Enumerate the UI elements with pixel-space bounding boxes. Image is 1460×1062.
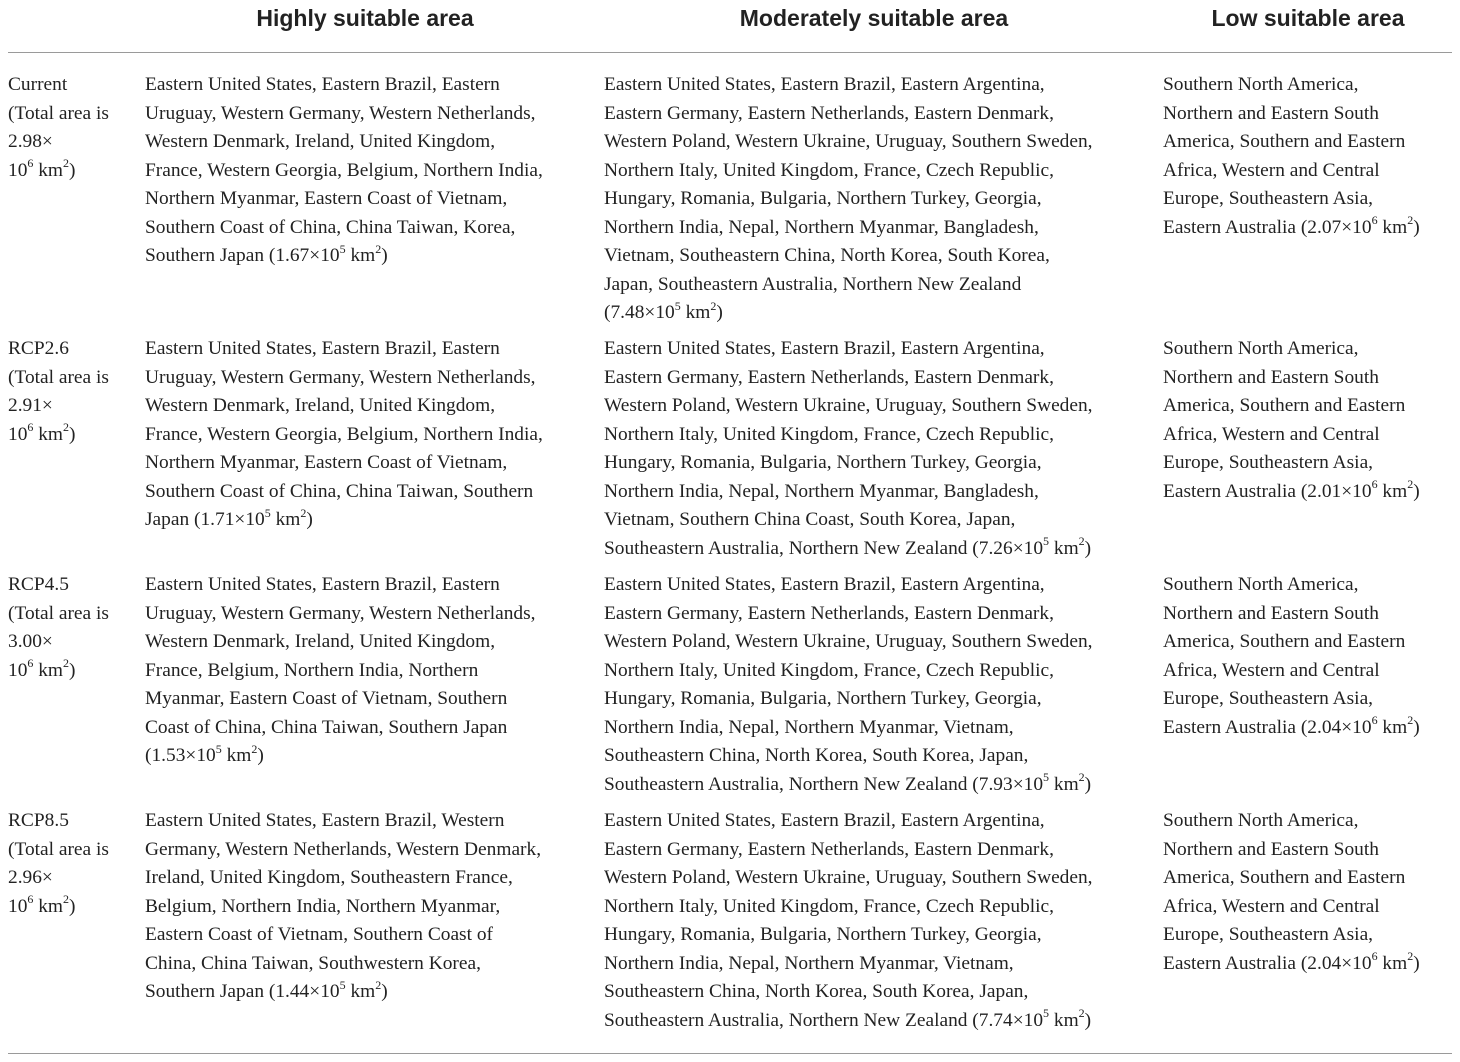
- low-suitable-cell-rcp45: [1163, 571, 1453, 742]
- cell-line: [1163, 364, 1453, 393]
- text-run: Northern and Eastern South: [1163, 602, 1379, 624]
- text-run: 2.96×: [8, 867, 53, 888]
- text-run: Southern Japan (1.67×10: [145, 245, 340, 266]
- text-run: Vietnam, Southeastern China, North Korea, South Korea,: [604, 245, 1050, 266]
- text-run: Southern Coast of China, China Taiwan, Southern: [145, 480, 534, 502]
- cell-line: [604, 836, 1149, 865]
- text-run: Europe, Southeastern Asia,: [1163, 688, 1374, 709]
- text-run: Southeastern Australia, Northern New Zealand (7.74×10: [604, 1009, 1044, 1031]
- text-run: 10: [8, 895, 28, 917]
- text-run: Belgium, Northern India, Northern Myanmar,: [145, 895, 501, 917]
- cell-line: [604, 214, 1149, 243]
- row-label-rcp45: [8, 571, 136, 685]
- text-run: km: [345, 981, 376, 1002]
- text-run: America, Southern and Eastern: [1163, 631, 1406, 652]
- cell-line: [604, 921, 1149, 950]
- cell-line: [145, 921, 590, 950]
- text-run: RCP8.5: [8, 810, 69, 831]
- text-run: Northern Italy, United Kingdom, France, Czech Republic,: [604, 423, 1054, 445]
- superscript: 5: [1043, 1006, 1050, 1021]
- cell-line: [604, 864, 1149, 893]
- cell-line: [8, 657, 136, 686]
- cell-line: [145, 392, 590, 421]
- text-run: Northern Myanmar, Eastern Coast of Vietnam,: [145, 452, 508, 473]
- superscript: 6: [1371, 949, 1378, 964]
- cell-line: [8, 807, 136, 836]
- superscript: 2: [63, 892, 70, 907]
- cell-line: [8, 364, 136, 393]
- text-run: RCP4.5: [8, 574, 69, 595]
- text-run: km: [1377, 480, 1408, 502]
- cell-line: [604, 128, 1149, 157]
- low-suitable-cell-rcp85: [1163, 807, 1453, 978]
- text-run: Western Poland, Western Ukraine, Uruguay, Southern Sweden,: [604, 395, 1093, 416]
- text-run: Eastern Australia (2.01×10: [1163, 480, 1372, 502]
- low-suitable-cell-rcp26: [1163, 335, 1453, 506]
- text-run: ): [69, 659, 76, 681]
- text-run: Southeastern Australia, Northern New Zealand (7.93×10: [604, 773, 1044, 795]
- text-run: Northern India, Nepal, Northern Myanmar, Bangladesh,: [604, 216, 1039, 238]
- text-run: Eastern United States, Eastern Brazil, Eastern Argentina,: [604, 338, 1045, 359]
- text-run: ): [1413, 480, 1420, 502]
- cell-line: [1163, 571, 1453, 600]
- text-run: (Total area is: [8, 366, 109, 388]
- text-run: Hungary, Romania, Bulgaria, Northern Turkey, Georgia,: [604, 688, 1042, 709]
- text-run: ): [257, 745, 264, 766]
- text-run: Northern Italy, United Kingdom, France, Czech Republic,: [604, 159, 1054, 181]
- text-run: RCP2.6: [8, 338, 69, 359]
- text-run: ): [1084, 773, 1092, 795]
- superscript: 2: [375, 977, 382, 992]
- cell-line: [604, 657, 1149, 686]
- text-run: Northern India, Nepal, Northern Myanmar, Vietnam,: [604, 716, 1014, 738]
- text-run: Eastern Germany, Eastern Netherlands, Eastern Denmark,: [604, 366, 1054, 388]
- text-run: km: [1377, 216, 1408, 238]
- text-run: Southeastern China, North Korea, South Korea, Japan,: [604, 981, 1029, 1002]
- cell-line: [604, 100, 1149, 129]
- cell-line: [145, 157, 590, 186]
- text-run: Eastern United States, Eastern Brazil, Eastern Argentina,: [604, 74, 1045, 95]
- cell-line: [145, 449, 590, 478]
- superscript: 2: [1407, 949, 1414, 964]
- superscript: 5: [339, 241, 346, 256]
- text-run: Eastern Australia (2.04×10: [1163, 716, 1372, 738]
- cell-line: [1163, 714, 1453, 743]
- text-run: Eastern Germany, Eastern Netherlands, Eastern Denmark,: [604, 838, 1054, 860]
- cell-line: [145, 657, 590, 686]
- cell-line: [604, 600, 1149, 629]
- cell-line: [1163, 335, 1453, 364]
- text-run: km: [33, 159, 64, 181]
- header-low-suitable: Low suitable area: [1211, 5, 1405, 31]
- superscript: 6: [1371, 713, 1378, 728]
- text-run: ): [69, 159, 76, 181]
- cell-line: [604, 742, 1149, 771]
- cell-line: [604, 807, 1149, 836]
- cell-line: [1163, 128, 1453, 157]
- text-run: Northern India, Nepal, Northern Myanmar, Bangladesh,: [604, 480, 1039, 502]
- superscript: 2: [251, 741, 258, 756]
- text-run: (Total area is: [8, 102, 109, 124]
- text-run: ): [381, 981, 388, 1002]
- text-run: Southern North America,: [1163, 74, 1359, 95]
- text-run: km: [1377, 716, 1408, 738]
- cell-line: [604, 571, 1149, 600]
- cell-line: [604, 714, 1149, 743]
- cell-line: [145, 214, 590, 243]
- cell-line: [145, 600, 590, 629]
- text-run: Northern Myanmar, Eastern Coast of Vietnam,: [145, 188, 508, 209]
- text-run: America, Southern and Eastern: [1163, 395, 1406, 416]
- cell-line: [604, 893, 1149, 922]
- cell-line: [145, 128, 590, 157]
- cell-line: [1163, 478, 1453, 507]
- text-run: Europe, Southeastern Asia,: [1163, 188, 1374, 209]
- cell-line: [145, 685, 590, 714]
- text-run: Myanmar, Eastern Coast of Vietnam, Southern: [145, 688, 508, 709]
- text-run: km: [1049, 1009, 1079, 1031]
- cell-line: [604, 364, 1149, 393]
- superscript: 5: [1043, 534, 1050, 549]
- cell-line: [604, 628, 1149, 657]
- cell-line: [8, 893, 136, 922]
- text-run: ): [306, 509, 313, 530]
- cell-line: [8, 836, 136, 865]
- highly-suitable-cell-rcp26: [145, 335, 590, 535]
- cell-line: [1163, 71, 1453, 100]
- cell-line: [1163, 893, 1453, 922]
- moderately-suitable-cell-current: [604, 71, 1149, 328]
- cell-line: [604, 392, 1149, 421]
- superscript: 5: [339, 977, 346, 992]
- text-run: 10: [8, 423, 28, 445]
- text-run: (Total area is: [8, 838, 109, 860]
- superscript: 6: [27, 420, 34, 435]
- text-run: (7.48×10: [604, 302, 675, 323]
- text-run: Southeastern Australia, Northern New Zealand (7.26×10: [604, 537, 1044, 559]
- text-run: Western Poland, Western Ukraine, Uruguay, Southern Sweden,: [604, 131, 1093, 152]
- superscript: 6: [1371, 477, 1378, 492]
- superscript: 2: [1078, 770, 1085, 785]
- highly-suitable-cell-current: [145, 71, 590, 271]
- cell-line: [8, 421, 136, 450]
- superscript: 2: [375, 241, 382, 256]
- superscript: 6: [1371, 213, 1378, 228]
- cell-line: [8, 128, 136, 157]
- low-suitable-cell-current: [1163, 71, 1453, 242]
- text-run: km: [1049, 537, 1079, 559]
- text-run: Eastern United States, Eastern Brazil, Eastern Argentina,: [604, 574, 1045, 595]
- text-run: Eastern Australia (2.04×10: [1163, 952, 1372, 974]
- text-run: America, Southern and Eastern: [1163, 867, 1406, 888]
- text-run: Africa, Western and Central: [1163, 423, 1380, 445]
- superscript: 2: [710, 298, 717, 313]
- cell-line: [145, 628, 590, 657]
- cell-line: [604, 685, 1149, 714]
- cell-line: [604, 950, 1149, 979]
- header-rule: [8, 52, 1452, 53]
- text-run: Western Poland, Western Ukraine, Uruguay, Southern Sweden,: [604, 867, 1093, 888]
- cell-line: [1163, 157, 1453, 186]
- text-run: km: [33, 659, 64, 681]
- text-run: China, China Taiwan, Southwestern Korea,: [145, 952, 481, 974]
- cell-line: [145, 71, 590, 100]
- text-run: km: [221, 745, 252, 766]
- text-run: Eastern Germany, Eastern Netherlands, Eastern Denmark,: [604, 602, 1054, 624]
- superscript: 6: [27, 892, 34, 907]
- text-run: ): [69, 423, 76, 445]
- superscript: 6: [27, 156, 34, 171]
- text-run: Europe, Southeastern Asia,: [1163, 452, 1374, 473]
- text-run: Western Denmark, Ireland, United Kingdom,: [145, 131, 496, 152]
- cell-line: [604, 535, 1149, 564]
- text-run: km: [1049, 773, 1079, 795]
- text-run: km: [33, 895, 64, 917]
- cell-line: [604, 157, 1149, 186]
- text-run: Uruguay, Western Germany, Western Netherlands,: [145, 102, 536, 124]
- row-label-current: [8, 71, 136, 185]
- text-run: Eastern United States, Eastern Brazil, Eastern: [145, 338, 500, 359]
- cell-line: [1163, 600, 1453, 629]
- cell-line: [145, 978, 590, 1007]
- header-highly-suitable: Highly suitable area: [256, 5, 474, 31]
- cell-line: [1163, 685, 1453, 714]
- superscript: 2: [63, 420, 70, 435]
- text-run: Vietnam, Southern China Coast, South Korea, Japan,: [604, 509, 1016, 530]
- text-run: 2.91×: [8, 395, 53, 416]
- text-run: (1.53×10: [145, 745, 216, 766]
- cell-line: [145, 836, 590, 865]
- text-run: km: [1377, 952, 1408, 974]
- text-run: Hungary, Romania, Bulgaria, Northern Turkey, Georgia,: [604, 452, 1042, 473]
- cell-line: [145, 364, 590, 393]
- text-run: ): [381, 245, 388, 266]
- text-run: Southern North America,: [1163, 810, 1359, 831]
- superscript: 2: [63, 156, 70, 171]
- text-run: Southern North America,: [1163, 574, 1359, 595]
- text-run: America, Southern and Eastern: [1163, 131, 1406, 152]
- text-run: km: [270, 509, 301, 530]
- cell-line: [145, 242, 590, 271]
- text-run: 10: [8, 659, 28, 681]
- cell-line: [8, 628, 136, 657]
- text-run: km: [680, 302, 711, 323]
- superscript: 2: [1407, 713, 1414, 728]
- cell-line: [1163, 100, 1453, 129]
- row-label-rcp26: [8, 335, 136, 449]
- cell-line: [8, 71, 136, 100]
- cell-line: [145, 421, 590, 450]
- text-run: France, Belgium, Northern India, Northern: [145, 659, 479, 681]
- text-run: Hungary, Romania, Bulgaria, Northern Turkey, Georgia,: [604, 924, 1042, 945]
- cell-line: [1163, 628, 1453, 657]
- text-run: Western Denmark, Ireland, United Kingdom,: [145, 631, 496, 652]
- cell-line: [604, 1007, 1149, 1036]
- text-run: km: [33, 423, 64, 445]
- text-run: 3.00×: [8, 631, 53, 652]
- text-run: ): [716, 302, 723, 323]
- text-run: Eastern United States, Eastern Brazil, Western: [145, 810, 505, 831]
- moderately-suitable-cell-rcp45: [604, 571, 1149, 799]
- cell-line: [145, 506, 590, 535]
- text-run: km: [345, 245, 376, 266]
- superscript: 5: [1043, 770, 1050, 785]
- cell-line: [604, 71, 1149, 100]
- text-run: Europe, Southeastern Asia,: [1163, 924, 1374, 945]
- text-run: Northern and Eastern South: [1163, 102, 1379, 124]
- text-run: Africa, Western and Central: [1163, 659, 1380, 681]
- text-run: Ireland, United Kingdom, Southeastern France,: [145, 867, 513, 888]
- text-run: Eastern Coast of Vietnam, Southern Coast of: [145, 924, 493, 945]
- cell-line: [145, 571, 590, 600]
- cell-line: [604, 271, 1149, 300]
- text-run: Southern Japan (1.44×10: [145, 981, 340, 1002]
- cell-line: [604, 978, 1149, 1007]
- cell-line: [145, 807, 590, 836]
- text-run: (Total area is: [8, 602, 109, 624]
- cell-line: [8, 335, 136, 364]
- superscript: 5: [264, 505, 271, 520]
- text-run: Uruguay, Western Germany, Western Netherlands,: [145, 366, 536, 388]
- superscript: 2: [1407, 213, 1414, 228]
- text-run: Africa, Western and Central: [1163, 159, 1380, 181]
- text-run: Hungary, Romania, Bulgaria, Northern Turkey, Georgia,: [604, 188, 1042, 209]
- text-run: Northern and Eastern South: [1163, 366, 1379, 388]
- text-run: France, Western Georgia, Belgium, Northern India,: [145, 159, 543, 181]
- text-run: Africa, Western and Central: [1163, 895, 1380, 917]
- text-run: 2.98×: [8, 131, 53, 152]
- text-run: Northern India, Nepal, Northern Myanmar, Vietnam,: [604, 952, 1014, 974]
- text-run: ): [1084, 537, 1092, 559]
- cell-line: [1163, 921, 1453, 950]
- text-run: Northern Italy, United Kingdom, France, Czech Republic,: [604, 895, 1054, 917]
- highly-suitable-cell-rcp85: [145, 807, 590, 1007]
- cell-line: [604, 478, 1149, 507]
- cell-line: [8, 571, 136, 600]
- cell-line: [8, 600, 136, 629]
- cell-line: [145, 478, 590, 507]
- text-run: ): [69, 895, 76, 917]
- superscript: 2: [1078, 534, 1085, 549]
- superscript: 2: [1407, 477, 1414, 492]
- cell-line: [604, 242, 1149, 271]
- text-run: ): [1413, 716, 1420, 738]
- text-run: Eastern United States, Eastern Brazil, Eastern Argentina,: [604, 810, 1045, 831]
- row-label-rcp85: [8, 807, 136, 921]
- text-run: Southeastern China, North Korea, South Korea, Japan,: [604, 745, 1029, 766]
- cell-line: [604, 506, 1149, 535]
- cell-line: [604, 185, 1149, 214]
- cell-line: [1163, 950, 1453, 979]
- text-run: ): [1413, 952, 1420, 974]
- text-run: Western Poland, Western Ukraine, Uruguay, Southern Sweden,: [604, 631, 1093, 652]
- text-run: Southern Coast of China, China Taiwan, Korea,: [145, 216, 516, 238]
- superscript: 5: [215, 741, 222, 756]
- superscript: 2: [300, 505, 307, 520]
- text-run: Germany, Western Netherlands, Western Denmark,: [145, 838, 542, 860]
- cell-line: [604, 335, 1149, 364]
- cell-line: [145, 950, 590, 979]
- text-run: Japan (1.71×10: [145, 509, 265, 530]
- cell-line: [8, 100, 136, 129]
- cell-line: [1163, 864, 1453, 893]
- cell-line: [604, 299, 1149, 328]
- cell-line: [604, 449, 1149, 478]
- text-run: ): [1084, 1009, 1092, 1031]
- cell-line: [145, 893, 590, 922]
- cell-line: [8, 157, 136, 186]
- superscript: 2: [1078, 1006, 1085, 1021]
- cell-line: [145, 714, 590, 743]
- bottom-rule: [8, 1053, 1452, 1054]
- cell-line: [145, 742, 590, 771]
- cell-line: [1163, 836, 1453, 865]
- text-run: Japan, Southeastern Australia, Northern New Zealand: [604, 273, 1022, 295]
- text-run: Eastern Australia (2.07×10: [1163, 216, 1372, 238]
- text-run: Coast of China, China Taiwan, Southern Japan: [145, 716, 508, 738]
- text-run: France, Western Georgia, Belgium, Northern India,: [145, 423, 543, 445]
- text-run: Northern and Eastern South: [1163, 838, 1379, 860]
- header-moderately-suitable: Moderately suitable area: [739, 5, 1009, 31]
- text-run: Eastern United States, Eastern Brazil, Eastern: [145, 574, 500, 595]
- text-run: Eastern Germany, Eastern Netherlands, Eastern Denmark,: [604, 102, 1054, 124]
- text-run: Current: [8, 74, 68, 95]
- cell-line: [145, 864, 590, 893]
- moderately-suitable-cell-rcp85: [604, 807, 1149, 1035]
- moderately-suitable-cell-rcp26: [604, 335, 1149, 563]
- cell-line: [145, 185, 590, 214]
- cell-line: [1163, 807, 1453, 836]
- text-run: Eastern United States, Eastern Brazil, Eastern: [145, 74, 500, 95]
- cell-line: [1163, 392, 1453, 421]
- text-run: Western Denmark, Ireland, United Kingdom,: [145, 395, 496, 416]
- text-run: Northern Italy, United Kingdom, France, Czech Republic,: [604, 659, 1054, 681]
- cell-line: [145, 335, 590, 364]
- text-run: 10: [8, 159, 28, 181]
- text-run: ): [1413, 216, 1420, 238]
- text-run: Southern North America,: [1163, 338, 1359, 359]
- superscript: 5: [674, 298, 681, 313]
- cell-line: [8, 864, 136, 893]
- text-run: Uruguay, Western Germany, Western Netherlands,: [145, 602, 536, 624]
- cell-line: [8, 392, 136, 421]
- cell-line: [1163, 185, 1453, 214]
- cell-line: [1163, 214, 1453, 243]
- cell-line: [1163, 449, 1453, 478]
- cell-line: [145, 100, 590, 129]
- cell-line: [1163, 657, 1453, 686]
- superscript: 6: [27, 656, 34, 671]
- cell-line: [604, 771, 1149, 800]
- highly-suitable-cell-rcp45: [145, 571, 590, 771]
- superscript: 2: [63, 656, 70, 671]
- cell-line: [1163, 421, 1453, 450]
- cell-line: [604, 421, 1149, 450]
